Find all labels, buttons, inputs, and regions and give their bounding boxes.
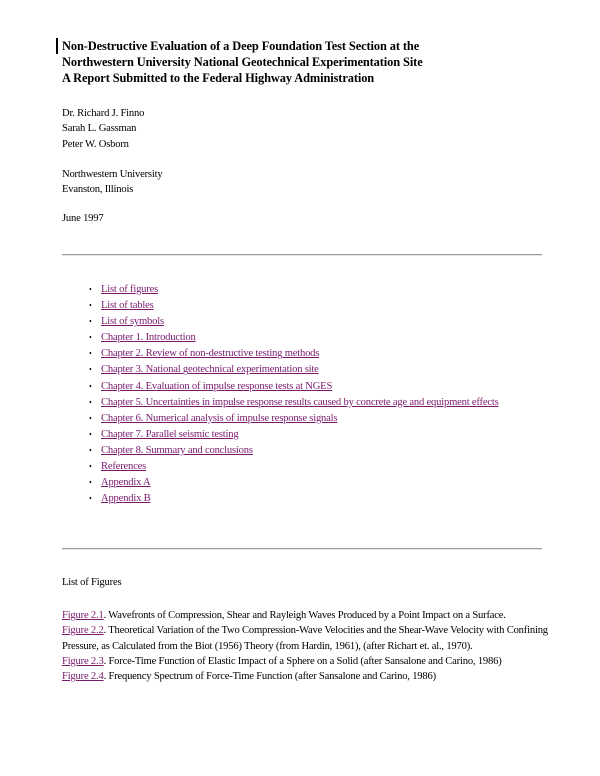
toc-item [86, 459, 546, 475]
toc-link-references[interactable]: References [101, 461, 147, 473]
institution: Northwestern University [62, 169, 163, 180]
toc-link-chapter-8[interactable]: Chapter 8. Summary and conclusions [101, 444, 253, 456]
toc-link-chapter-3[interactable]: Chapter 3. National geotechnical experimentation site [101, 364, 319, 376]
table-of-contents [86, 282, 546, 507]
toc-item [86, 362, 546, 378]
toc-item [86, 411, 546, 427]
title-line-3: A Report Submitted to the Federal Highway Administration [62, 71, 375, 86]
toc-link-chapter-6[interactable]: Chapter 6. Numerical analysis of impulse response signals [101, 412, 338, 424]
toc-item [86, 395, 546, 411]
toc-item [86, 491, 546, 507]
location: Evanston, Illinois [62, 184, 134, 196]
toc-link-chapter-1[interactable]: Chapter 1. Introduction [101, 332, 196, 344]
toc-link-chapter-4[interactable]: Chapter 4. Evaluation of impulse response tests at NGES [101, 380, 333, 392]
figure-caption: . Force-Time Function of Elastic Impact of a Sphere on a Solid (after Sansalone and Carino, 1986) [103, 655, 502, 667]
horizontal-rule [62, 548, 542, 550]
toc-link-appendix-b[interactable]: Appendix B [101, 493, 151, 505]
toc-link-chapter-7[interactable]: Chapter 7. Parallel seismic testing [101, 428, 239, 440]
figure-2-4-link[interactable]: Figure 2.4 [62, 671, 104, 683]
figures-list [62, 608, 548, 684]
title-line-1: Non-Destructive Evaluation of a Deep Foundation Test Section at the [62, 39, 420, 53]
toc-item [86, 314, 546, 330]
title-line-2: Northwestern University National Geotechnical Experimentation Site [62, 55, 423, 70]
figure-entry [62, 669, 548, 684]
horizontal-rule [62, 254, 542, 256]
figure-2-3-link[interactable]: Figure 2.3 [62, 655, 104, 667]
figure-entry [62, 654, 548, 669]
authors-block [62, 106, 144, 152]
figure-caption: . Frequency Spectrum of Force-Time Function (after Sansalone and Carino, 1986) [103, 671, 436, 683]
list-of-figures-heading: List of Figures [62, 577, 122, 588]
toc-item [86, 346, 546, 362]
figure-caption: . Wavefronts of Compression, Shear and Rayleigh Waves Produced by a Point Impact on a Surface. [103, 610, 506, 621]
toc-item [86, 330, 546, 346]
figure-2-2-link[interactable]: Figure 2.2 [62, 625, 104, 637]
figure-2-1-link[interactable]: Figure 2.1 [62, 610, 104, 621]
toc-item [86, 475, 546, 491]
author: Peter W. Osborn [62, 138, 129, 150]
figure-entry [62, 608, 548, 623]
figure-entry [62, 623, 548, 654]
affiliation-block [62, 167, 162, 198]
toc-link-list-of-symbols[interactable]: List of symbols [101, 316, 164, 328]
toc-item [86, 298, 546, 314]
author: Sarah L. Gassman [62, 123, 137, 135]
toc-item [86, 379, 546, 395]
toc-link-list-of-figures[interactable]: List of figures [101, 284, 159, 295]
toc-link-chapter-5[interactable]: Chapter 5. Uncertainties in impulse response results caused by concrete age and equipment effects [101, 396, 499, 408]
text-cursor [56, 38, 58, 54]
report-date: June 1997 [62, 213, 104, 224]
author: Dr. Richard J. Finno [62, 108, 145, 119]
toc-item [86, 443, 546, 459]
toc-item [86, 282, 546, 298]
toc-link-appendix-a[interactable]: Appendix A [101, 477, 151, 489]
toc-link-chapter-2[interactable]: Chapter 2. Review of non-destructive testing methods [101, 348, 320, 360]
figure-caption: . Theoretical Variation of the Two Compression-Wave Velocities and the Shear-Wave Velocity with Confining Pressure, as Calculated from the Biot (1956) Theory (from Hardin, 1961), (after Richart et. al., 1970). [62, 625, 548, 652]
toc-link-list-of-tables[interactable]: List of tables [101, 300, 154, 312]
report-title [62, 38, 582, 87]
toc-item [86, 427, 546, 443]
